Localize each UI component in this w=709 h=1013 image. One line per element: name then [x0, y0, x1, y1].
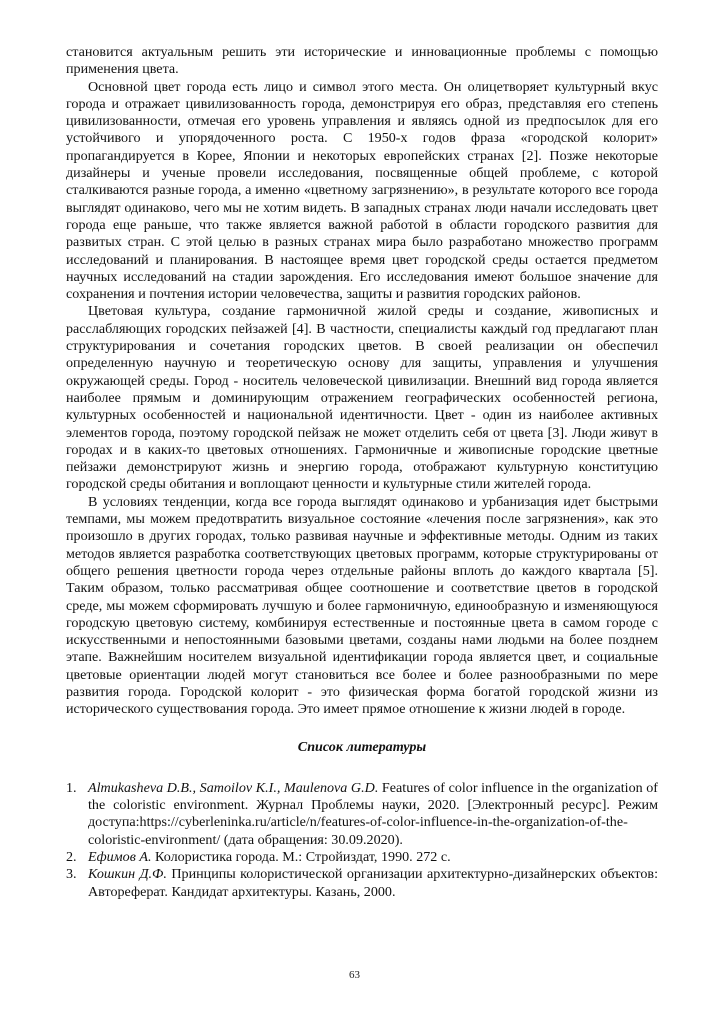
reference-item [66, 780, 658, 849]
paragraph-1: становится актуальным решить эти исторические и инновационные проблемы с помощью применения цвета. [66, 44, 658, 78]
references-heading: Список литературы [297, 738, 427, 755]
reference-text: Features of color influence in the organization of the coloristic environment. Журнал Проблемы науки, 2020. [Электронный ресурс]. Режим доступа:https://cyberleninka.ru/article/n/features-of-color-influence-in-the-organization-of-the-coloristic-environment/ (дата обращения: 30.09.2020). [88, 779, 658, 848]
reference-text: Колористика города. М.: Стройиздат, 1990. 272 с. [151, 849, 451, 866]
paragraph-4: В условиях тенденции, когда все города выглядят одинаково и урбанизация идет быстрыми темпами, мы можем предотвратить визуальное состояние «лечения после загрязнения», как это произошло в других городах, только развивая научные и эффективные методы. Одним из таких методов является разработка соответствующих цветовых программ, которые структурированы от общего решения цветности города через отдельные районы вплоть до каждого квартала [5]. Таким образом, только рассматривая общее соотношение и соответствие цветов в городской среде, мы можем сформировать лучшую и более гармоничную, единообразную и изменяющуюся городскую цветовую систему, комбинируя естественные и постоянные цвета в самом городе с искусственными и непостоянными базовыми цветами, созданы нами людьми на более позднем этапе. Важнейшим носителем визуальной идентификации города является цвет, и социальные цветовые ориентации людей могут становиться все более и более разнообразными по мере развития города. Городской колорит - это физическая форма богатой городской жизни из исторического существования города. Это имеет прямое отношение к жизни людей в городе. [66, 493, 658, 718]
reference-item [66, 866, 658, 901]
references-list [66, 780, 658, 901]
reference-authors: Ефимов А. [88, 849, 152, 866]
reference-item [66, 849, 658, 866]
reference-authors: Кошкин Д.Ф. [88, 866, 167, 883]
document-page [66, 44, 658, 901]
paragraph-2: Основной цвет города есть лицо и символ этого места. Он олицетворяет культурный вкус города и отражает цивилизованность города, демонстрируя его образ, представляя его степень цивилизованности, отмечая его уровень управления и являясь одной из предпосылок для его устойчивого и упорядоченного роста. С 1950-х годов фраза «городской колорит» пропагандируется в Корее, Японии и некоторых европейских странах [2]. Позже некоторые дизайнеры и ученые провели исследования, посвященные общей проблеме, с которой сталкиваются разные города, а именно «цветному загрязнению», в результате которого все города выглядят одинаково, чего мы не хотим видеть. В западных странах люди начали исследовать цвет города еще раньше, что также является важной работой в области городского развития для развитых стран. С этой целью в разных странах мира было разработано множество программ исследований и планирования. В настоящее время цвет городской среды остается предметом научных исследований на стадии зарождения. Его исследования имеют большое значение для сохранения и почтения истории человечества, защиты и развития городских районов. [66, 78, 658, 303]
page-number: 63 [349, 969, 360, 981]
reference-number: 3. [66, 866, 77, 883]
reference-authors: Almukasheva D.B., Samoilov K.I., Maulenova G.D. [88, 779, 379, 796]
paragraph-3: Цветовая культура, создание гармоничной жилой среды и создание, живописных и расслабляющих городских пейзажей [4]. В частности, специалисты каждый год предлагают план структурирования и сочетания городских цветов. В своей реализации он обеспечил определенную научную и теоретическую основу для защиты, управления и улучшения окружающей среды. Город - носитель человеческой цивилизации. Внешний вид города является наиболее прямым и доминирующим отражением географических особенностей региона, культурных особенностей и национальной идентичности. Цвет - один из наиболее активных элементов города, поэтому городской пейзаж не может отделить себя от цвета [3]. Люди живут в городах и в каких-то цветовых отношениях. Гармоничные и живописные городские цветные пейзажи демонстрируют жизнь и энергию города, отображают культурную конституцию городской среды обитания и воплощают ценности и культурные стили жителей города. [66, 303, 658, 493]
reference-number: 1. [66, 779, 77, 796]
reference-number: 2. [66, 849, 77, 866]
reference-text: Принципы колористической организации архитектурно-дизайнерских объектов: Автореферат. Кандидат архитектуры. Казань, 2000. [88, 866, 658, 900]
